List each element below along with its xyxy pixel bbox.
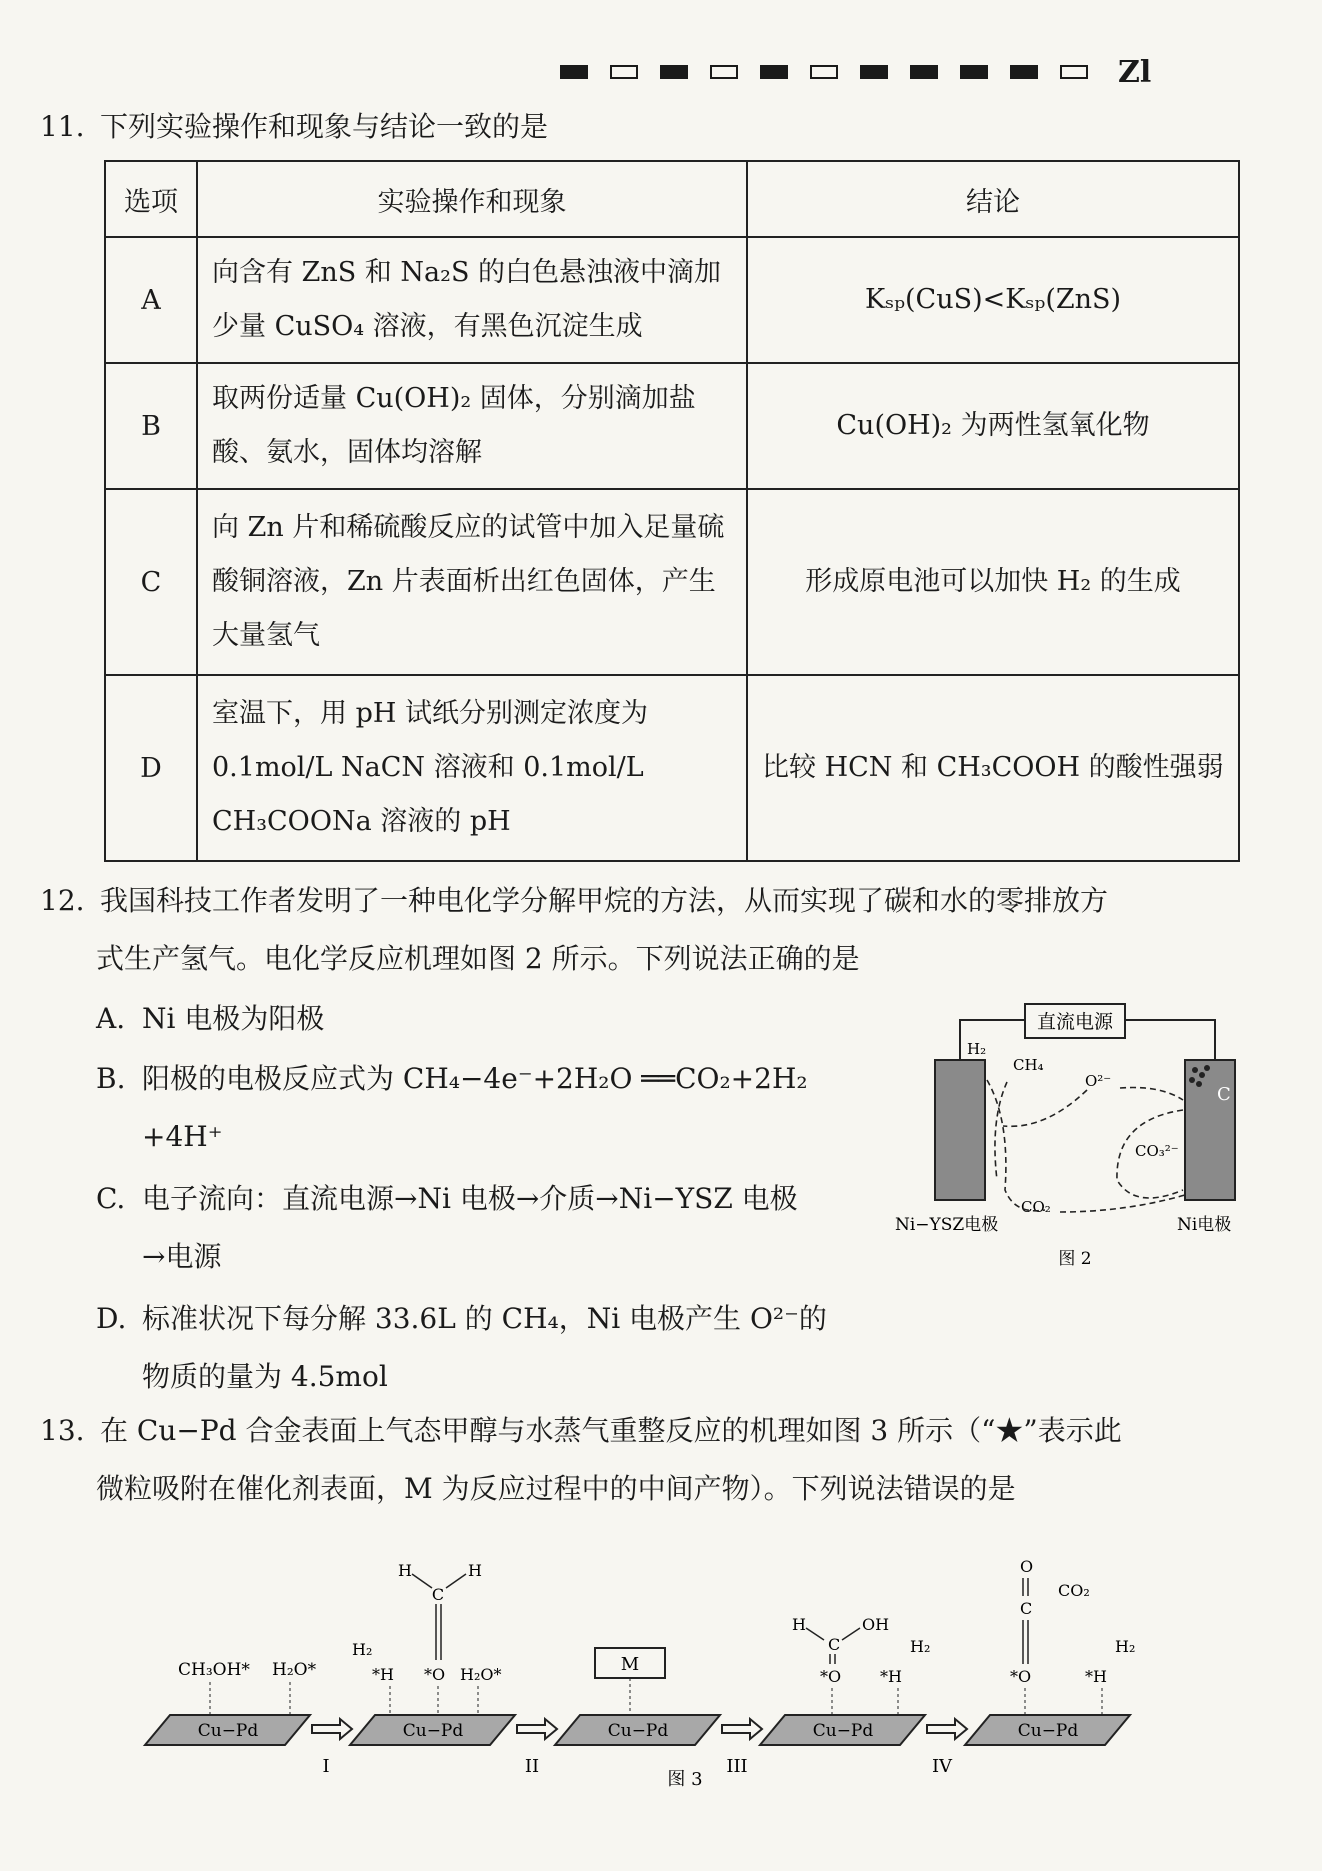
ch4-label: CH₄	[1013, 1056, 1044, 1074]
option-text: 阳极的电极反应式为 CH₄−4e⁻+2H₂O ══CO₂+2H₂	[142, 1062, 808, 1095]
figure-3-mechanism	[140, 1500, 1230, 1790]
header-option: 选项	[105, 161, 197, 237]
o2-ion-label: O²⁻	[1085, 1072, 1112, 1090]
row-conclusion: Kₛₚ(CuS)<Kₛₚ(ZnS)	[747, 237, 1239, 363]
row-conclusion: 比较 HCN 和 CH₃COOH 的酸性强弱	[747, 675, 1239, 861]
surface-label: Cu−Pd	[402, 1721, 464, 1741]
h2-label: H₂	[910, 1637, 931, 1656]
power-supply-label: 直流电源	[1036, 1011, 1114, 1033]
row-conclusion: Cu(OH)₂ 为两性氢氧化物	[747, 363, 1239, 489]
page-code: Zl	[1118, 54, 1152, 90]
intermediate-m-label: M	[620, 1654, 640, 1675]
question-number: 12.	[40, 884, 85, 917]
mark-empty	[1060, 65, 1088, 79]
option-d-line2: 物质的量为 4.5mol	[142, 1360, 388, 1393]
c-label: C	[431, 1585, 445, 1604]
mark-filled	[660, 65, 688, 79]
row-conclusion: 形成原电池可以加快 H₂ 的生成	[747, 489, 1239, 675]
row-operation: 向 Zn 片和稀硫酸反应的试管中加入足量硫酸铜溶液，Zn 片表面析出红色固体，产生大量氢气	[197, 489, 747, 675]
mark-empty	[810, 65, 838, 79]
c-label: C	[828, 1635, 841, 1654]
h2-label: H₂	[967, 1040, 987, 1058]
surface-2	[350, 1715, 515, 1745]
surface-5	[965, 1715, 1130, 1745]
option-d	[96, 1290, 827, 1348]
row-option: C	[105, 489, 197, 675]
header-marks	[560, 52, 1282, 92]
surface-label: Cu−Pd	[607, 1721, 669, 1741]
header-operation: 实验操作和现象	[197, 161, 747, 237]
option-label: C.	[96, 1182, 126, 1215]
question-text-line1: 我国科技工作者发明了一种电化学分解甲烷的方法，从而实现了碳和水的零排放方	[100, 884, 1109, 917]
co2-label: CO₂	[1058, 1581, 1090, 1600]
o-adsorbed-label: *O	[424, 1665, 446, 1684]
co2-label: CO₂	[1021, 1198, 1051, 1216]
c-label: C	[1020, 1599, 1033, 1618]
ch3oh-label: CH₃OH*	[178, 1660, 250, 1680]
table-row	[105, 489, 1239, 675]
question-13-stem-line2: 微粒吸附在催化剂表面，M 为反应过程中的中间产物）。下列说法错误的是	[96, 1472, 1016, 1505]
o-label: O	[1020, 1557, 1034, 1576]
step-label: IV	[931, 1756, 953, 1777]
h2-label: H₂	[352, 1640, 373, 1659]
table-row	[105, 363, 1239, 489]
question-number: 13.	[40, 1414, 85, 1447]
row-operation: 室温下，用 pH 试纸分别测定浓度为 0.1mol/L NaCN 溶液和 0.1mol/L CH₃COONa 溶液的 pH	[197, 675, 747, 861]
row-operation: 向含有 ZnS 和 Na₂S 的白色悬浊液中滴加少量 CuSO₄ 溶液，有黑色沉淀生成	[197, 237, 747, 363]
row-option: A	[105, 237, 197, 363]
surface-label: Cu−Pd	[1017, 1721, 1079, 1741]
option-label: A.	[96, 1002, 126, 1035]
h-left-label: H	[398, 1561, 412, 1580]
option-b	[96, 1050, 808, 1108]
question-text-line1: 在 Cu−Pd 合金表面上气态甲醇与水蒸气重整反应的机理如图 3 所示（“★”表示此	[100, 1414, 1122, 1447]
option-b-line2: +4H⁺	[142, 1120, 223, 1153]
h-adsorbed-label: *H	[880, 1667, 902, 1686]
option-label: B.	[96, 1062, 126, 1095]
question-12-stem	[40, 872, 1108, 930]
surface-3	[555, 1715, 720, 1745]
figure-2-electrolysis	[895, 990, 1255, 1280]
option-text: Ni 电极为阳极	[142, 1002, 325, 1035]
left-electrode-label: Ni−YSZ电极	[895, 1215, 999, 1235]
option-label: D.	[96, 1302, 127, 1335]
h-label: H	[792, 1615, 806, 1634]
option-c-line2: →电源	[142, 1240, 222, 1273]
co3-ion-label: CO₃²⁻	[1135, 1142, 1179, 1160]
right-electrode-label: Ni电极	[1177, 1215, 1232, 1235]
question-11-stem	[40, 98, 548, 156]
o-adsorbed-label: *O	[820, 1667, 842, 1686]
table-row	[105, 675, 1239, 861]
mark-filled	[760, 65, 788, 79]
table-header-row	[105, 161, 1239, 237]
table-row	[105, 237, 1239, 363]
h-adsorbed-label: *H	[1085, 1667, 1107, 1686]
step-label: III	[726, 1756, 748, 1777]
figure-3-caption: 图 3	[667, 1769, 703, 1790]
carbon-label: C	[1217, 1084, 1231, 1105]
header-conclusion: 结论	[747, 161, 1239, 237]
question-text: 下列实验操作和现象与结论一致的是	[100, 110, 549, 143]
step-label: II	[524, 1756, 540, 1777]
option-text: 电子流向：直流电源→Ni 电极→介质→Ni−YSZ 电极	[142, 1182, 798, 1215]
option-c	[96, 1170, 798, 1228]
surface-1	[145, 1715, 310, 1745]
h-right-label: H	[468, 1561, 482, 1580]
surface-4	[760, 1715, 925, 1745]
left-electrode	[935, 1060, 985, 1200]
option-a	[96, 990, 324, 1048]
mark-filled	[960, 65, 988, 79]
figure-2-caption: 图 2	[1058, 1249, 1092, 1269]
question-12-stem-line2: 式生产氢气。电化学反应机理如图 2 所示。下列说法正确的是	[96, 942, 860, 975]
o-adsorbed-label: *O	[1010, 1667, 1032, 1686]
step-label: I	[322, 1756, 330, 1777]
surface-label: Cu−Pd	[812, 1721, 874, 1741]
mark-empty	[710, 65, 738, 79]
h2o-label: H₂O*	[272, 1660, 317, 1680]
mark-filled	[1010, 65, 1038, 79]
oh-label: OH	[862, 1615, 890, 1634]
row-operation: 取两份适量 Cu(OH)₂ 固体，分别滴加盐酸、氨水，固体均溶解	[197, 363, 747, 489]
question-13-stem	[40, 1402, 1122, 1460]
question-number: 11.	[40, 110, 85, 143]
option-text: 标准状况下每分解 33.6L 的 CH₄，Ni 电极产生 O²⁻的	[142, 1302, 827, 1335]
h2o-label: H₂O*	[460, 1665, 502, 1684]
mark-filled	[910, 65, 938, 79]
mark-filled	[560, 65, 588, 79]
h2-label: H₂	[1115, 1637, 1136, 1656]
row-option: B	[105, 363, 197, 489]
row-option: D	[105, 675, 197, 861]
experiment-table	[104, 160, 1240, 862]
h-adsorbed-label: *H	[372, 1665, 394, 1684]
mark-filled	[860, 65, 888, 79]
surface-label: Cu−Pd	[197, 1721, 259, 1741]
mark-empty	[610, 65, 638, 79]
